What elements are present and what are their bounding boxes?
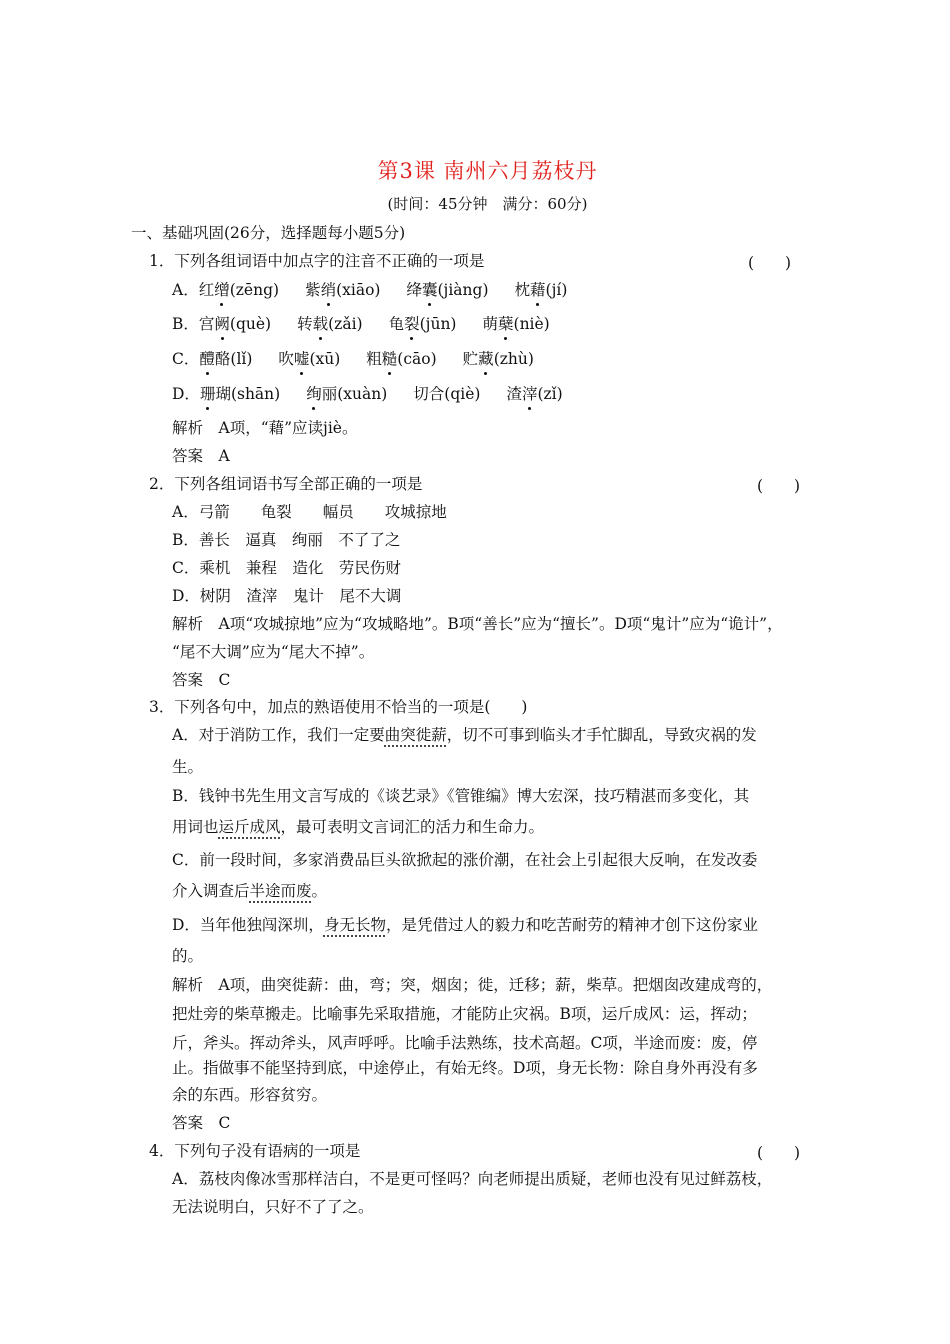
q3-option-a-line1: A．对于消防工作，我们一定要曲突徙薪，切不可事到临头才手忙脚乱，导致灾祸的发 — [172, 726, 757, 744]
q3-analysis-line2: 把灶旁的柴草搬走。比喻事先采取措施，才能防止灾祸。B项，运斤成风：运，挥动； — [172, 1005, 757, 1023]
q3-analysis-line5: 余的东西。形容贫穷。 — [172, 1086, 328, 1104]
q3-stem: 3．下列各句中，加点的熟语使用不恰当的一项是( ) — [149, 698, 528, 716]
q1-option-c: C．醴酪(lǐ) 吹嘘(xū) 粗糙(cāo) 贮藏(zhù) — [172, 350, 534, 368]
q1-stem: 1．下列各组词语中加点字的注音不正确的一项是 — [149, 252, 485, 270]
dotted-idiom: 运斤成风 — [218, 818, 281, 836]
q3-option-a-line2: 生。 — [172, 758, 204, 776]
time-score-info: (时间：45分钟 满分：60分) — [387, 195, 588, 213]
q1-option-d: D．珊瑚(shān) 绚丽(xuàn) 切合(qiè) 渣滓(zǐ) — [172, 385, 563, 403]
q1-option-b: B．宫阙(què) 转载(zǎi) 龟裂(jūn) 萌蘖(niè) — [172, 315, 550, 333]
dotted-idiom: 半途而废 — [249, 882, 312, 900]
q3-option-c-line1: C．前一段时间，多家消费品巨头欲掀起的涨价潮，在社会上引起很大反响，在发改委 — [172, 851, 758, 869]
q3-option-b-line1: B．钱钟书先生用文言写成的《谈艺录》《管锥编》博大宏深，技巧精湛而多变化，其 — [172, 787, 750, 805]
q3-option-c-line2: 介入调查后半途而废。 — [172, 882, 328, 900]
q2-option-b: B．善长 逼真 绚丽 不了了之 — [172, 531, 401, 549]
q1-answer: 答案 A — [172, 447, 230, 465]
q4-stem: 4．下列句子没有语病的一项是 — [149, 1142, 361, 1160]
q4-answer-blank: ( ) — [757, 1144, 801, 1162]
q2-answer-blank: ( ) — [757, 477, 801, 495]
q2-analysis-line1: 解析 A项“攻城掠地”应为“攻城略地”。B项“善长”应为“擅长”。D项“鬼计”应为“诡计”， — [172, 615, 783, 633]
q2-option-a: A．弓箭 龟裂 幅员 攻城掠地 — [172, 503, 447, 521]
q3-analysis-line1: 解析 A项，曲突徙薪：曲，弯；突，烟囱；徙，迁移；薪，柴草。把烟囱改建成弯的， — [172, 976, 773, 994]
dotted-idiom: 曲突徙薪 — [384, 726, 447, 744]
q4-option-a-line2: 无法说明白，只好不了了之。 — [172, 1198, 374, 1216]
q1-analysis: 解析 A项，“藉”应读jiè。 — [172, 419, 358, 437]
q4-option-a-line1: A．荔枝肉像冰雪那样洁白，不是更可怪吗？向老师提出质疑，老师也没有见过鲜荔枝， — [172, 1170, 773, 1188]
q2-analysis-line2: “尾不大调”应为“尾大不掉”。 — [172, 643, 375, 661]
q2-answer: 答案 C — [172, 671, 231, 689]
q2-option-c: C．乘机 兼程 造化 劳民伤财 — [172, 559, 401, 577]
q2-stem: 2．下列各组词语书写全部正确的一项是 — [149, 475, 423, 493]
q1-option-a: A．红缯(zēng) 紫绡(xiāo) 绛囊(jiàng) 枕藉(jí) — [172, 281, 568, 299]
q3-option-b-line2: 用词也运斤成风，最可表明文言词汇的活力和生命力。 — [172, 818, 545, 836]
dotted-idiom: 身无长物 — [323, 916, 386, 934]
q3-option-d-line2: 的。 — [172, 947, 204, 965]
q3-analysis-line4: 止。指做事不能坚持到底，中途停止，有始无终。D项，身无长物：除自身外再没有多 — [172, 1059, 758, 1077]
lesson-title: 第3课 南州六月荔枝丹 — [377, 159, 598, 183]
q3-option-d-line1: D．当年他独闯深圳，身无长物，是凭借过人的毅力和吃苦耐劳的精神才创下这份家业 — [172, 916, 758, 934]
q3-answer: 答案 C — [172, 1114, 231, 1132]
q2-option-d: D．树阴 渣滓 鬼计 尾不大调 — [172, 587, 402, 605]
q1-answer-blank: ( ) — [748, 254, 792, 272]
q3-analysis-line3: 斤，斧头。挥动斧头，风声呼呼。比喻手法熟练，技术高超。C项，半途而废：废，停 — [172, 1034, 758, 1052]
section-heading: 一、基础巩固(26分，选择题每小题5分) — [131, 224, 406, 242]
